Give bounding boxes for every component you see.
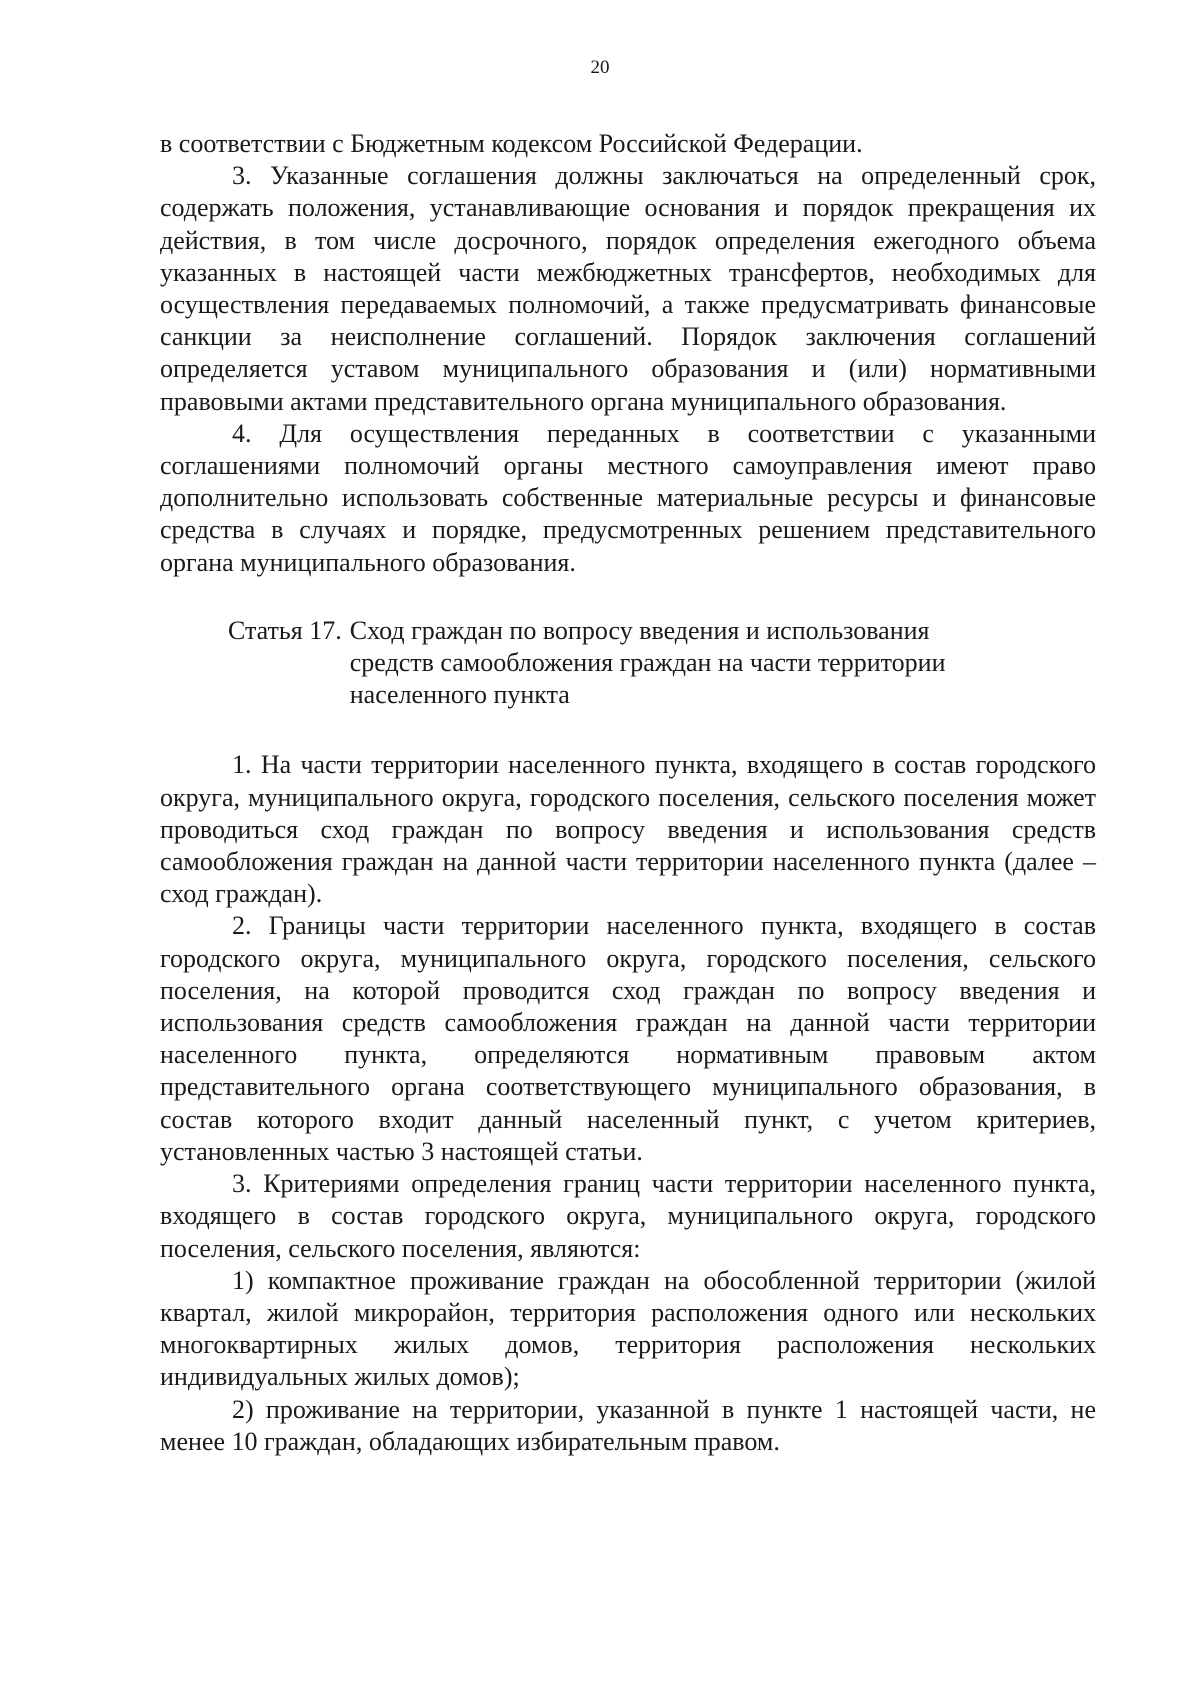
article-part-1: 1. На части территории населенного пункта, входящего в состав городского округа, муниципального округа, городского поселения, сельского поселения может проводиться сход граждан по вопросу введения и использования средств самообложения граждан на данной части территории населенного пункта (далее – сход граждан). — [160, 750, 1096, 909]
article-part-2: 2. Границы части территории населенного пункта, входящего в состав городского округа, муниципального округа, городского поселения, сельского поселения, на которой проводится сход граждан по вопросу введения и использования средств самообложения граждан на данной части территории населенного пункта, определяются нормативным правовым актом представительного органа соответствующего муниципального образования, в состав которого входит данный населенный пункт, с учетом критериев, установленных частью 3 настоящей статьи. — [160, 911, 1096, 1166]
paragraph-part-3: 3. Указанные соглашения должны заключаться на определенный срок, содержать положения, устанавливающие основания и порядок прекращения их действия, в том числе досрочного, порядок определения ежегодного объема указанных в настоящей части межбюджетных трансфертов, необходимых для осуществления передаваемых полномочий, а также предусматривать финансовые санкции за неисполнение соглашений. Порядок заключения соглашений определяется уставом муниципального образования и (или) нормативными правовыми актами представительного органа муниципального образования. — [160, 161, 1096, 416]
criteria-item-1: 1) компактное проживание граждан на обособленной территории (жилой квартал, жилой микрорайон, территория расположения одного или нескольких многоквартирных жилых домов, территория расположения нескольких индивидуальных жилых домов); — [160, 1265, 1096, 1392]
article-part-3: 3. Критериями определения границ части территории населенного пункта, входящего в состав городского округа, муниципального округа, городского поселения, сельского поселения, являются: — [160, 1169, 1096, 1263]
paragraph-part-4: 4. Для осуществления переданных в соответствии с указанными соглашениями полномочий органы местного самоуправления имеют право дополнительно использовать собственные материальные ресурсы и финансовые средства в случаях и порядке, предусмотренных решением представительного органа муниципального образования. — [160, 418, 1096, 577]
page-number: 20 — [590, 57, 610, 78]
article-label: Статья 17. — [228, 615, 342, 645]
article-title: Сход граждан по вопросу введения и использования средств самообложения граждан на части территории населенного пункта — [349, 615, 946, 710]
criteria-item-2: 2) проживание на территории, указанной в пункте 1 настоящей части, не менее 10 граждан, обладающих избирательным правом. — [160, 1394, 1096, 1456]
article-heading — [160, 615, 1096, 712]
paragraph-continuation: в соответствии с Бюджетным кодексом Российской Федерации. — [160, 129, 863, 158]
document-body — [160, 128, 1096, 1458]
